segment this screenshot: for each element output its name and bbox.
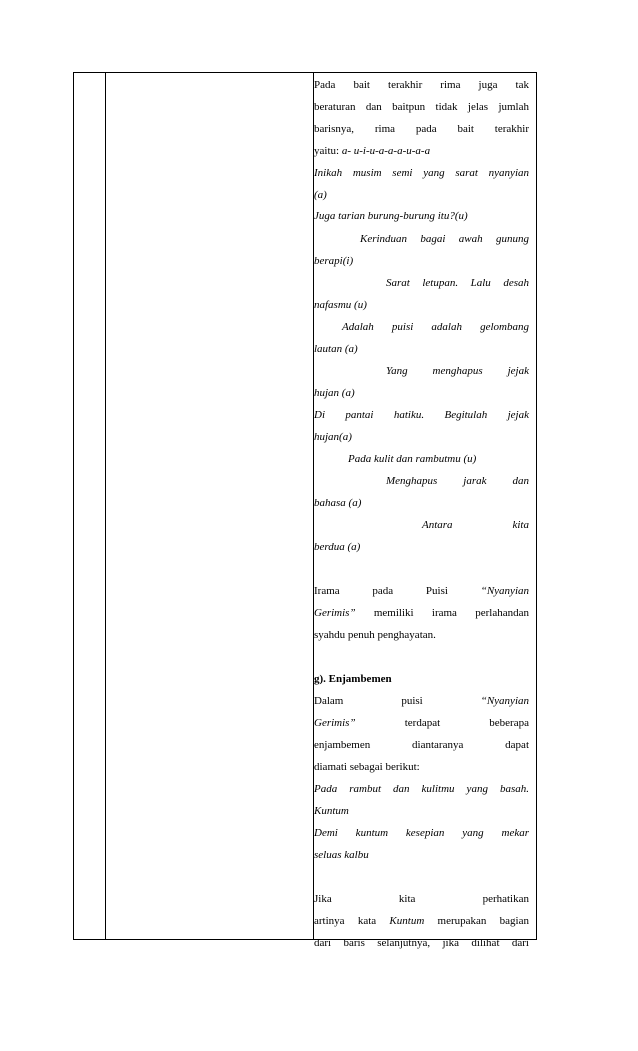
text-line: Pada kulit dan rambutmu (u) — [348, 453, 477, 465]
text-line: nafasmu (u) — [314, 299, 367, 311]
text-line: (a) — [314, 189, 327, 201]
text-line: Sarat letupan. Lalu desah — [386, 277, 529, 289]
text-line: berdua (a) — [314, 541, 361, 553]
text-line — [314, 562, 529, 576]
text-line — [314, 870, 529, 884]
text-line: Kerinduan bagai awah gunung — [360, 233, 529, 245]
text-line: Irama pada Puisi “Nyanyian — [314, 585, 529, 597]
text-line: barisnya, rima pada bait terakhir — [314, 123, 529, 135]
text-line: Kuntum — [314, 805, 349, 817]
text-line: Gerimis” memiliki irama perlahandan — [314, 607, 529, 619]
text-line: beraturan dan baitpun tidak jelas jumlah — [314, 101, 529, 113]
text-line: Juga tarian burung-burung itu?(u) — [314, 210, 468, 222]
column-divider-1 — [105, 73, 106, 939]
text-line: seluas kalbu — [314, 849, 369, 861]
text-line: lautan (a) — [314, 343, 358, 355]
text-line: Demi kuntum kesepian yang mekar — [314, 827, 529, 839]
text-line: dari baris selanjutnya, jika dilihat dari — [314, 937, 529, 949]
text-line: diamati sebagai berikut: — [314, 761, 420, 773]
text-line: hujan (a) — [314, 387, 355, 399]
text-line: syahdu penuh penghayatan. — [314, 629, 436, 641]
text-line: hujan(a) — [314, 431, 352, 443]
text-line: enjambemen diantaranya dapat — [314, 739, 529, 751]
text-line — [314, 650, 529, 664]
text-line: Adalah puisi adalah gelombang — [342, 321, 529, 333]
text-line: berapi(i) — [314, 255, 354, 267]
text-line: Gerimis” terdapat beberapa — [314, 717, 529, 729]
text-line: bahasa (a) — [314, 497, 362, 509]
text-line: Inikah musim semi yang sarat nyanyian — [314, 167, 529, 179]
text-line: Antara kita — [422, 519, 529, 531]
text-line: artinya kata Kuntum merupakan bagian — [314, 915, 529, 927]
text-line: g). Enjambemen — [314, 673, 392, 685]
text-line: Jika kita perhatikan — [314, 893, 529, 905]
text-line: Pada rambut dan kulitmu yang basah. — [314, 783, 529, 795]
poem-analysis-cell — [314, 72, 529, 949]
text-line: Dalam puisi “Nyanyian — [314, 695, 529, 707]
text-line: Yang menghapus jejak — [386, 365, 529, 377]
text-line: Di pantai hatiku. Begitulah jejak — [314, 409, 529, 421]
text-line: Menghapus jarak dan — [386, 475, 529, 487]
text-line: yaitu: a- u-i-u-a-a-a-u-a-a — [314, 145, 431, 157]
text-line: Pada bait terakhir rima juga tak — [314, 79, 529, 91]
